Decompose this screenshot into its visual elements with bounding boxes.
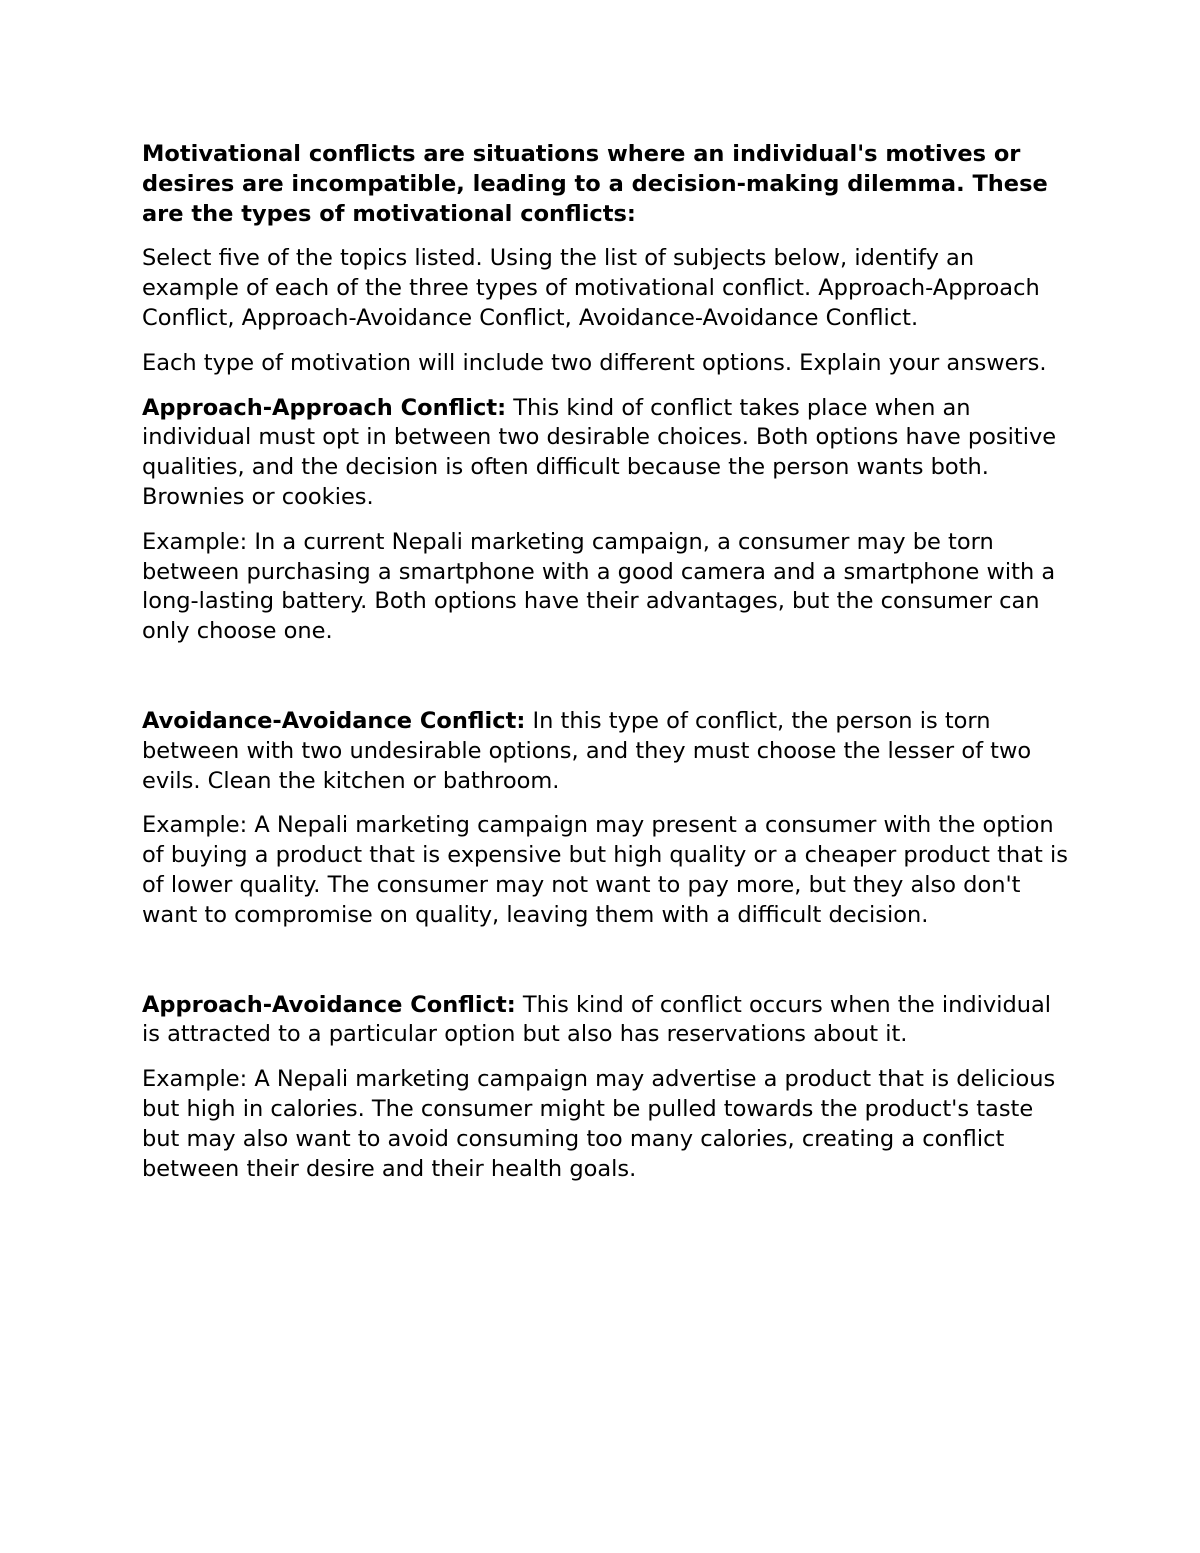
section-definition-text: This kind of conflict takes place when an individual must opt in between two desirable choices. Both options have positive qualities, and the decision is often difficult because the person wants both. Brownies or cookies.	[142, 394, 1057, 510]
section-definition-text: In this type of conflict, the person is torn between with two undesirable options, and they must choose the lesser of two evils. Clean the kitchen or bathroom.	[142, 707, 1032, 794]
section-term: Avoidance-Avoidance Conflict:	[142, 707, 526, 734]
section-definition-text: This kind of conflict occurs when the individual is attracted to a particular option but also has reservations about it.	[142, 991, 1052, 1048]
section-definition-approach-approach	[142, 394, 1072, 513]
section-term: Approach-Avoidance Conflict:	[142, 991, 516, 1018]
section-definition-approach-avoidance	[142, 991, 1072, 1051]
instructions-paragraph: Select five of the topics listed. Using the list of subjects below, identify an example of each of the three types of motivational conflict. Approach-Approach Conflict, Approach-Avoidance Conflict, Avoidance-Avoidance Conflict.	[142, 245, 1040, 331]
section-example-approach-approach: Example: In a current Nepali marketing campaign, a consumer may be torn between purchasing a smartphone with a good camera and a smartphone with a long-lasting battery. Both options have their advantages, but the consumer can only choose one.	[142, 528, 1056, 645]
document-page	[142, 140, 1072, 1199]
section-definition-avoidance-avoidance	[142, 707, 1072, 796]
section-example-approach-avoidance: Example: A Nepali marketing campaign may advertise a product that is delicious but high in calories. The consumer might be pulled towards the product's taste but may also want to avoid consuming too many calories, creating a conflict between their desire and their health goals.	[142, 1066, 1056, 1182]
section-term: Approach-Approach Conflict:	[142, 394, 507, 421]
intro-paragraph: Motivational conflicts are situations where an individual's motives or desires are incompatible, leading to a decision-making dilemma. These are the types of motivational conflicts:	[142, 141, 1048, 227]
section-example-avoidance-avoidance: Example: A Nepali marketing campaign may present a consumer with the option of buying a product that is expensive but high quality or a cheaper product that is of lower quality. The consumer may not want to pay more, but they also don't want to compromise on quality, leaving them with a difficult decision.	[142, 812, 1068, 928]
instructions-paragraph: Each type of motivation will include two different options. Explain your answers.	[142, 349, 1047, 376]
